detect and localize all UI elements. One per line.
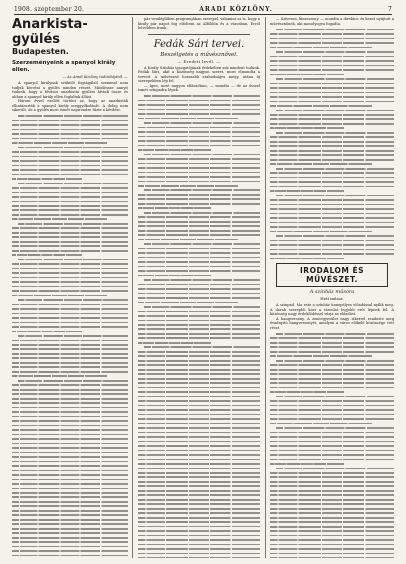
section-text-block	[270, 333, 394, 558]
page-header	[14, 5, 392, 15]
story-text-block	[138, 95, 260, 558]
story-title: Fedák Sári tervei.	[153, 38, 245, 50]
section-divider	[148, 34, 250, 35]
section-subtitle: A színház műsora	[309, 289, 355, 296]
article-subtitle: Budapesten.	[12, 47, 69, 56]
column-rule	[132, 17, 133, 558]
section-caption: Heti műsor.	[320, 296, 344, 302]
article-text-block	[270, 29, 394, 259]
article-text-block	[12, 115, 128, 558]
article-paragraph: pár vendéglőben programjában szerepel, valamint az is, hogy a király pár napot fog eltölteni az Alföldön és a városban. Erről bővebben írunk.	[138, 17, 260, 30]
story-subtitle: Beszélgetés a művésznővel.	[160, 51, 238, 58]
newspaper-name: ARADI KÖZLÖNY.	[199, 6, 273, 13]
section-title: IRODALOM ÉS MŰVÉSZET.	[276, 263, 388, 287]
issue-date: 1908. szeptember 20.	[14, 6, 85, 13]
article-title: Anarkista-gyülés	[12, 17, 88, 47]
article-paragraph: Három évvel ezelőtt történt az, hogy az anarkisták elhatározták a spanyol király meggyilkolását. A dolog nem sikerült, de a gyülés most ismét napirendre tűzte a kérdést.	[12, 99, 128, 112]
article-paragraph: A Király Színház igazgatójának érdekében sok mindent tudunk. Fedák Sári, akit a közönség nagyon szeret, most elmondta a terveit. A művésznő hosszabb szabadságra megy, utána új szerepekben lép fel.	[138, 65, 260, 83]
column-1	[12, 17, 128, 558]
article-deck: Szerzeményeink a spanyol király ellen.	[12, 60, 116, 73]
article-paragraph: A spanyol királynak szűkülő fogságából szemmel nem tudjuk követni a gyülés minden részét. Mindössze annyit tudunk, hogy a főváros anarkistái gyülést hívtak össze és abban a spanyol király ellen foglaltak állást.	[12, 81, 128, 99]
column-2	[138, 17, 260, 558]
story-caption: — Eredeti levél. —	[177, 58, 221, 64]
article-paragraph: A szinpad. Ma este a színház ünnepélyes előadással nyílik meg. A darab szereplői közt a társulat legjobb erői lépnek fel. A közönség nagy érdeklődéssel várja az előadást.	[270, 303, 394, 317]
column-rule	[265, 17, 266, 558]
column-3	[270, 17, 394, 558]
article-paragraph: — Szívesen, kisasszony, — mondta a direktor, és kezet nyújtott a művésznőnek, aki mosolyogva fogadta.	[270, 17, 394, 26]
article-paragraph: A hangverseny. A zeneegyesület nagy sikerrel rendezte meg évadnyitó hangversenyét, amelyen a város előkelő közönsége vett részt.	[270, 316, 394, 330]
article-paragraph: — Igen, most nagyon elfáradtam, — mondta — de az ősszel ismét színpadra lépek.	[138, 83, 260, 92]
page-number: 7	[387, 6, 392, 13]
article-source: — Az Aradi Közlöny tudósítójától. —	[62, 75, 128, 79]
